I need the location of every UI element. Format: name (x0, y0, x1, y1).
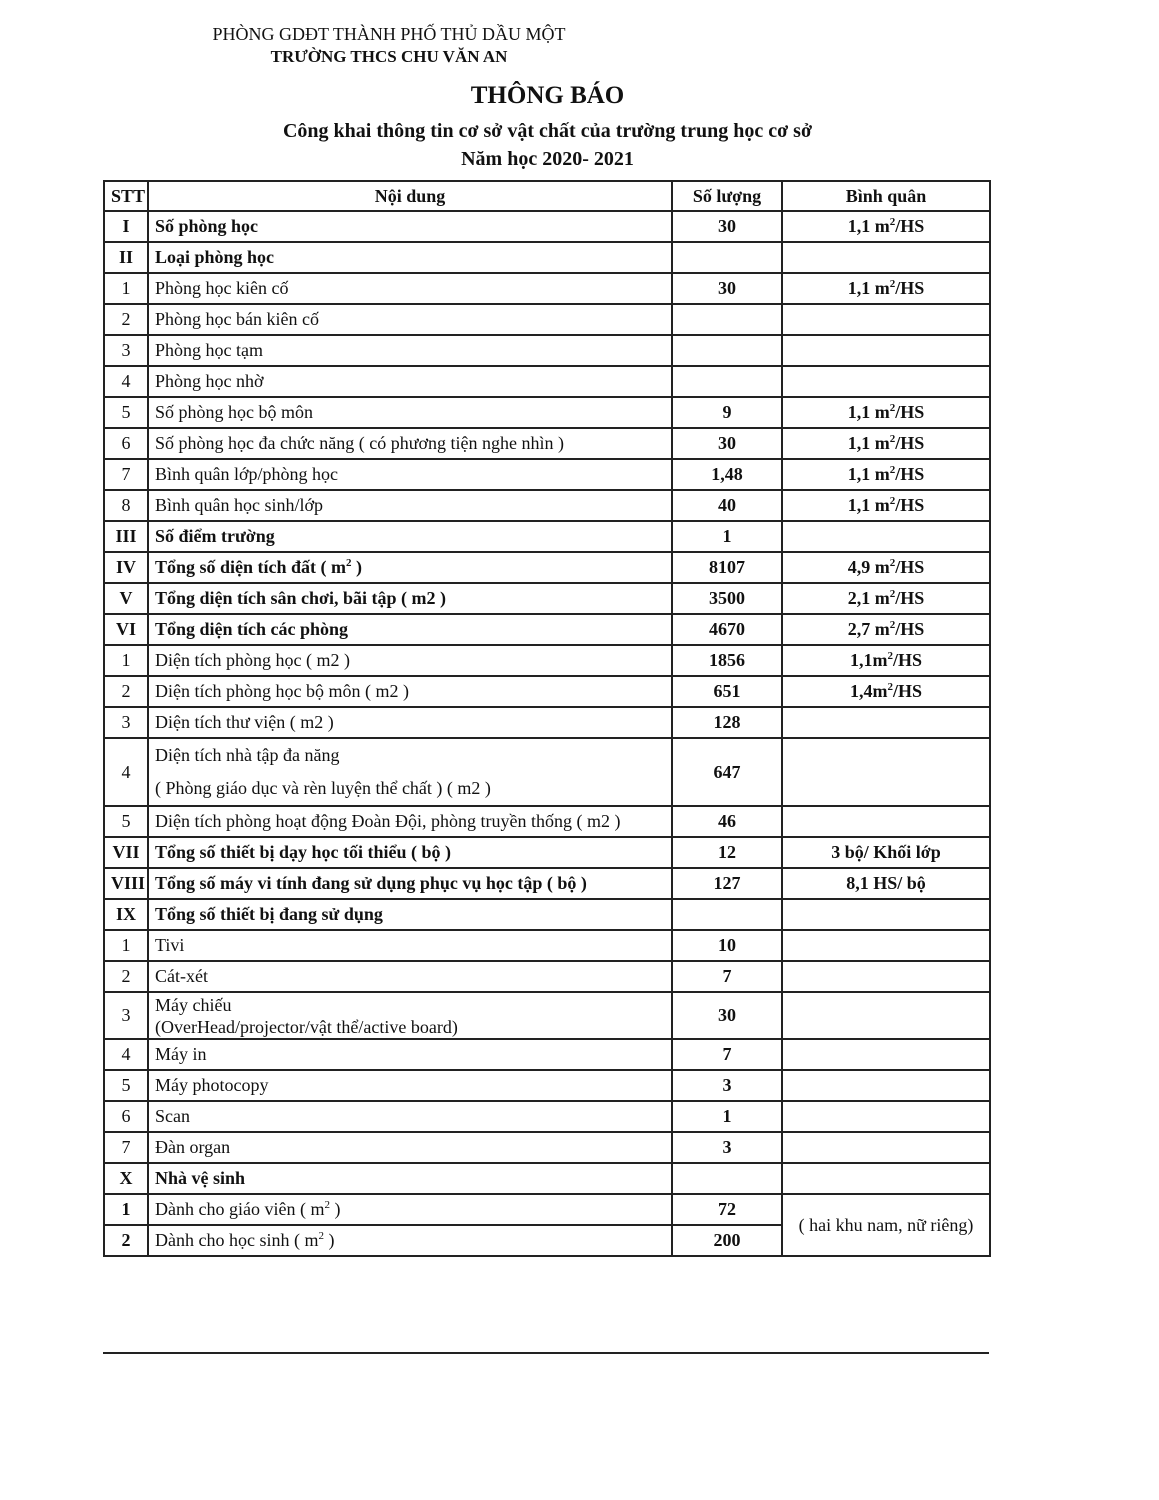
row-quantity (672, 899, 782, 930)
row-content: Phòng học tạm (148, 335, 672, 366)
table-row (104, 304, 990, 335)
row-average (782, 521, 990, 552)
avg-value: 1,1m (849, 650, 888, 670)
col-header-average: Bình quân (782, 181, 990, 211)
avg-unit: /HS (892, 681, 922, 701)
row-average (782, 899, 990, 930)
row-stt: VIII (104, 868, 148, 899)
row-average (782, 366, 990, 397)
table-row (104, 1070, 990, 1101)
table-row (104, 242, 990, 273)
row-content: Diện tích phòng hoạt động Đoàn Đội, phòng truyền thống ( m2 ) (148, 806, 672, 837)
table-row (104, 899, 990, 930)
avg-value: 1,1 m (847, 433, 890, 453)
row-content (148, 738, 672, 806)
table-row (104, 521, 990, 552)
row-average (782, 490, 990, 521)
row-average (782, 304, 990, 335)
bottom-divider (103, 1352, 989, 1354)
row-stt: 5 (104, 806, 148, 837)
row-quantity: 30 (672, 273, 782, 304)
row-quantity: 9 (672, 397, 782, 428)
row-stt: IX (104, 899, 148, 930)
row-content: Số điểm trường (148, 521, 672, 552)
unit-exponent: 2 (318, 1230, 324, 1242)
row-quantity: 10 (672, 930, 782, 961)
row-content: Tổng số thiết bị đang sử dụng (148, 899, 672, 930)
row-stt: 4 (104, 366, 148, 397)
row-content: Phòng học bán kiên cố (148, 304, 672, 335)
row-quantity: 4670 (672, 614, 782, 645)
row-quantity: 8107 (672, 552, 782, 583)
row-average (782, 552, 990, 583)
row-content: Phòng học kiên cố (148, 273, 672, 304)
row-average (782, 428, 990, 459)
row-average (782, 273, 990, 304)
row-content: Tổng diện tích sân chơi, bãi tập ( m2 ) (148, 583, 672, 614)
avg-exponent: 2 (889, 588, 896, 600)
table-row (104, 366, 990, 397)
table-row (104, 583, 990, 614)
avg-value: 1,1 m (847, 278, 890, 298)
avg-unit: /HS (895, 464, 925, 484)
avg-exponent: 2 (889, 557, 896, 569)
row-stt: 2 (104, 961, 148, 992)
row-stt: 7 (104, 459, 148, 490)
row-stt: 5 (104, 397, 148, 428)
row-content: Tổng số thiết bị dạy học tối thiểu ( bộ ) (148, 837, 672, 868)
avg-value: 2,7 m (847, 619, 890, 639)
table-row (104, 806, 990, 837)
avg-exponent: 2 (889, 619, 896, 631)
table-row (104, 868, 990, 899)
col-header-stt: STT (104, 181, 148, 211)
row-quantity: 30 (672, 211, 782, 242)
row-average (782, 459, 990, 490)
content-text: Dành cho giáo viên ( (155, 1199, 311, 1219)
row-stt: 1 (104, 930, 148, 961)
row-stt: II (104, 242, 148, 273)
table-row (104, 1039, 990, 1070)
row-stt: 4 (104, 738, 148, 806)
row-stt: 5 (104, 1070, 148, 1101)
row-average (782, 1070, 990, 1101)
content-line-2: ( Phòng giáo dục và rèn luyện thể chất ) ( m2 ) (155, 778, 491, 798)
row-content: Tivi (148, 930, 672, 961)
row-quantity: 647 (672, 738, 782, 806)
row-stt: I (104, 211, 148, 242)
table-row (104, 676, 990, 707)
school-name: TRƯỜNG THCS CHU VĂN AN (270, 47, 508, 66)
row-average (782, 961, 990, 992)
row-stt: 4 (104, 1039, 148, 1070)
row-content: Nhà vệ sinh (148, 1163, 672, 1194)
row-content (148, 992, 672, 1039)
unit-m: m (331, 557, 347, 577)
row-average: 8,1 HS/ bộ (782, 868, 990, 899)
row-stt: 8 (104, 490, 148, 521)
row-stt: V (104, 583, 148, 614)
avg-unit: /HS (895, 557, 925, 577)
row-quantity (672, 366, 782, 397)
row-content: Bình quân học sinh/lớp (148, 490, 672, 521)
row-stt: IV (104, 552, 148, 583)
content-line-1: Máy chiếu (155, 994, 232, 1015)
row-quantity: 72 (672, 1194, 782, 1225)
row-stt: 6 (104, 1101, 148, 1132)
row-content: Tổng diện tích các phòng (148, 614, 672, 645)
page-subtitle: Công khai thông tin cơ sở vật chất của trường trung học cơ sở (282, 120, 813, 142)
row-quantity: 40 (672, 490, 782, 521)
row-stt: III (104, 521, 148, 552)
avg-value: 4,9 m (847, 557, 890, 577)
row-quantity: 1 (672, 521, 782, 552)
table-row (104, 273, 990, 304)
col-header-quantity: Số lượng (672, 181, 782, 211)
row-average (782, 676, 990, 707)
table-row (104, 738, 990, 806)
row-quantity (672, 242, 782, 273)
content-text: Dành cho học sinh ( (155, 1230, 305, 1250)
unit-exponent: 2 (346, 557, 352, 569)
row-quantity (672, 1163, 782, 1194)
row-content: Bình quân lớp/phòng học (148, 459, 672, 490)
unit-m: m (310, 1199, 325, 1219)
row-quantity: 30 (672, 992, 782, 1039)
row-quantity: 1 (672, 1101, 782, 1132)
avg-value: 1,1 m (847, 464, 890, 484)
row-stt: 7 (104, 1132, 148, 1163)
row-stt: X (104, 1163, 148, 1194)
row-stt: 1 (104, 273, 148, 304)
table-row (104, 552, 990, 583)
avg-unit: /HS (895, 588, 925, 608)
table-row (104, 335, 990, 366)
content-close: ) (323, 1230, 335, 1250)
table-row (104, 1194, 990, 1225)
table-row (104, 490, 990, 521)
row-content: Số phòng học bộ môn (148, 397, 672, 428)
row-content: Cát-xét (148, 961, 672, 992)
avg-value: 1,1 m (847, 402, 890, 422)
avg-exponent: 2 (889, 495, 896, 507)
row-quantity: 128 (672, 707, 782, 738)
avg-exponent: 2 (889, 216, 896, 228)
row-content (148, 1194, 672, 1225)
row-average (782, 738, 990, 806)
row-content (148, 1225, 672, 1256)
row-stt: 2 (104, 676, 148, 707)
row-quantity: 127 (672, 868, 782, 899)
row-stt: 2 (104, 1225, 148, 1256)
avg-unit: /HS (895, 619, 925, 639)
row-content: Số phòng học đa chức năng ( có phương tiện nghe nhìn ) (148, 428, 672, 459)
row-quantity: 3 (672, 1070, 782, 1101)
row-quantity (672, 304, 782, 335)
row-stt: VII (104, 837, 148, 868)
avg-unit: /HS (892, 650, 922, 670)
row-quantity: 1,48 (672, 459, 782, 490)
row-average (782, 397, 990, 428)
row-quantity: 12 (672, 837, 782, 868)
avg-unit: /HS (895, 216, 925, 236)
avg-unit: /HS (895, 278, 925, 298)
table-row (104, 992, 990, 1039)
row-content: Diện tích phòng học ( m2 ) (148, 645, 672, 676)
row-average (782, 1039, 990, 1070)
avg-exponent: 2 (887, 681, 893, 693)
row-average (782, 806, 990, 837)
row-average (782, 707, 990, 738)
row-quantity (672, 335, 782, 366)
row-content: Scan (148, 1101, 672, 1132)
row-stt: 6 (104, 428, 148, 459)
row-average (782, 211, 990, 242)
row-quantity: 46 (672, 806, 782, 837)
row-quantity: 7 (672, 961, 782, 992)
content-close: ) (351, 557, 363, 577)
unit-m: m (304, 1230, 319, 1250)
table-row (104, 1132, 990, 1163)
row-content: Loại phòng học (148, 242, 672, 273)
row-average (782, 1101, 990, 1132)
row-stt: 3 (104, 335, 148, 366)
row-average (782, 645, 990, 676)
row-quantity: 651 (672, 676, 782, 707)
page-title: THÔNG BÁO (470, 82, 625, 109)
row-average (782, 614, 990, 645)
content-close: ) (329, 1199, 341, 1219)
avg-unit: /HS (895, 495, 925, 515)
row-average (782, 992, 990, 1039)
avg-value: 1,4m (849, 681, 888, 701)
row-quantity: 200 (672, 1225, 782, 1256)
avg-exponent: 2 (889, 278, 896, 290)
table-row (104, 459, 990, 490)
table-row (104, 961, 990, 992)
table-header-row (104, 181, 990, 211)
row-content: Diện tích thư viện ( m2 ) (148, 707, 672, 738)
row-quantity: 3500 (672, 583, 782, 614)
department-name: PHÒNG GDĐT THÀNH PHỐ THỦ DẦU MỘT (212, 24, 566, 44)
row-quantity: 7 (672, 1039, 782, 1070)
table-row (104, 837, 990, 868)
row-quantity: 3 (672, 1132, 782, 1163)
row-average (782, 1132, 990, 1163)
row-quantity: 1856 (672, 645, 782, 676)
school-year: Năm học 2020- 2021 (461, 148, 634, 170)
row-content: Tổng số máy vi tính đang sử dụng phục vụ học tập ( bộ ) (148, 868, 672, 899)
row-average (782, 583, 990, 614)
content-text: Tổng số diện tích đất ( (155, 557, 332, 577)
avg-value: 2,1 m (847, 588, 890, 608)
row-stt: VI (104, 614, 148, 645)
row-stt: 1 (104, 645, 148, 676)
avg-exponent: 2 (889, 464, 896, 476)
content-line-1: Diện tích nhà tập đa năng (155, 745, 340, 765)
row-stt: 3 (104, 707, 148, 738)
col-header-content: Nội dung (148, 181, 672, 211)
unit-exponent: 2 (324, 1199, 330, 1211)
content-line-2: (OverHead/projector/vật thể/active board) (155, 1016, 458, 1037)
row-stt: 3 (104, 992, 148, 1039)
facilities-table (103, 180, 991, 1257)
table-row (104, 645, 990, 676)
avg-exponent: 2 (887, 650, 893, 662)
table-row (104, 1163, 990, 1194)
avg-exponent: 2 (889, 402, 896, 414)
row-content: Đàn organ (148, 1132, 672, 1163)
table-row (104, 428, 990, 459)
row-average: 3 bộ/ Khối lớp (782, 837, 990, 868)
row-average (782, 1163, 990, 1194)
row-average (782, 242, 990, 273)
row-content (148, 552, 672, 583)
row-quantity: 30 (672, 428, 782, 459)
row-content: Số phòng học (148, 211, 672, 242)
restroom-note: ( hai khu nam, nữ riêng) (782, 1194, 990, 1256)
row-average (782, 335, 990, 366)
table-row (104, 614, 990, 645)
avg-unit: /HS (895, 433, 925, 453)
row-average (782, 930, 990, 961)
avg-value: 1,1 m (847, 495, 890, 515)
table-row (104, 930, 990, 961)
row-stt: 2 (104, 304, 148, 335)
avg-value: 1,1 m (847, 216, 890, 236)
row-stt: 1 (104, 1194, 148, 1225)
table-row (104, 397, 990, 428)
avg-exponent: 2 (889, 433, 896, 445)
avg-unit: /HS (895, 402, 925, 422)
row-content: Máy in (148, 1039, 672, 1070)
table-row (104, 211, 990, 242)
row-content: Máy photocopy (148, 1070, 672, 1101)
table-row (104, 1101, 990, 1132)
table-row (104, 707, 990, 738)
row-content: Phòng học nhờ (148, 366, 672, 397)
row-content: Diện tích phòng học bộ môn ( m2 ) (148, 676, 672, 707)
